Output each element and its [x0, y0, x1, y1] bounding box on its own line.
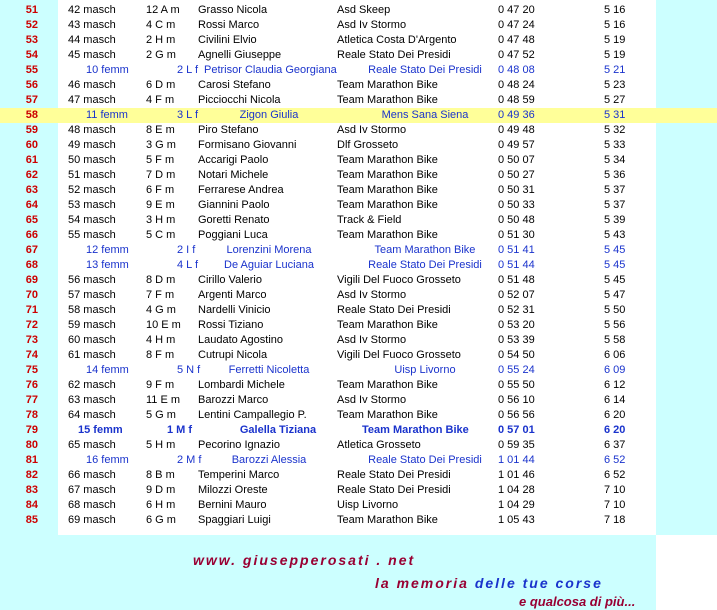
cell-time: 0 47 24 [498, 19, 535, 31]
table-row [0, 48, 717, 63]
tagline-part-a: la memoria [375, 575, 469, 591]
cell-pace: 7 18 [604, 514, 626, 526]
cell-cat: 4 L f [177, 259, 198, 271]
cell-team: Team Marathon Bike [337, 319, 438, 331]
cell-pos: 60 [25, 139, 38, 151]
cell-pace: 6 52 [604, 469, 626, 481]
cell-pos: 73 [25, 334, 38, 346]
cell-team: Team Marathon Bike [337, 379, 438, 391]
table-row [0, 93, 717, 108]
cell-time: 1 05 43 [498, 514, 535, 526]
cell-team: Team Marathon Bike [337, 409, 438, 421]
cell-pace: 6 37 [604, 439, 626, 451]
cell-team: Track & Field [337, 214, 402, 226]
cell-pos: 79 [25, 424, 38, 436]
cell-pace: 6 09 [604, 364, 626, 376]
cell-name: Civilini Elvio [198, 34, 257, 46]
cell-cat: 4 G m [146, 304, 176, 316]
cell-pace: 5 47 [604, 289, 626, 301]
cell-pos: 53 [25, 34, 38, 46]
cell-team: Uisp Livorno [394, 364, 456, 376]
table-row [0, 198, 717, 213]
cell-pos: 82 [25, 469, 38, 481]
cell-name: Picciocchi Nicola [198, 94, 281, 106]
cell-cat: 2 I f [177, 244, 196, 256]
table-row [0, 243, 717, 258]
cell-pace: 5 16 [604, 4, 626, 16]
cell-num: 12 femm [86, 244, 129, 256]
cell-num: 48 masch [68, 124, 116, 136]
cell-pos: 56 [25, 79, 38, 91]
cell-pace: 5 33 [604, 139, 626, 151]
cell-pos: 61 [25, 154, 38, 166]
cell-cat: 12 A m [146, 4, 180, 16]
cell-num: 65 masch [68, 439, 116, 451]
site-url[interactable]: www. giusepperosati . net [193, 552, 416, 568]
cell-pace: 5 32 [604, 124, 626, 136]
cell-name: Rossi Marco [198, 19, 260, 31]
table-row [0, 123, 717, 138]
cell-num: 66 masch [68, 469, 116, 481]
table-row [0, 153, 717, 168]
cell-time: 0 51 48 [498, 274, 535, 286]
tagline-sub: e qualcosa di più... [519, 594, 636, 609]
cell-pace: 6 14 [604, 394, 626, 406]
table-row [0, 513, 717, 528]
cell-name: Galella Tiziana [239, 424, 317, 436]
cell-cat: 6 G m [146, 514, 176, 526]
cell-time: 1 01 44 [498, 454, 535, 466]
cell-cat: 2 M f [177, 454, 202, 466]
cell-num: 55 masch [68, 229, 116, 241]
cell-pos: 59 [25, 124, 38, 136]
cell-cat: 5 F m [146, 154, 175, 166]
cell-num: 57 masch [68, 289, 116, 301]
cell-name: Pecorino Ignazio [198, 439, 280, 451]
table-row [0, 333, 717, 348]
cell-pos: 68 [25, 259, 38, 271]
table-row [0, 453, 717, 468]
table-row [0, 18, 717, 33]
cell-team: Team Marathon Bike [337, 514, 438, 526]
cell-pos: 55 [25, 64, 38, 76]
table-row [0, 228, 717, 243]
cell-time: 0 47 20 [498, 4, 535, 16]
cell-time: 1 04 29 [498, 499, 535, 511]
cell-num: 69 masch [68, 514, 116, 526]
cell-team: Reale Stato Dei Presidi [337, 469, 451, 481]
table-row [0, 288, 717, 303]
cell-cat: 5 G m [146, 409, 176, 421]
cell-num: 14 femm [86, 364, 129, 376]
cell-pos: 62 [25, 169, 38, 181]
cell-cat: 8 E m [146, 124, 175, 136]
tagline [375, 575, 603, 591]
cell-pos: 78 [25, 409, 38, 421]
cell-team: Team Marathon Bike [337, 229, 438, 241]
cell-cat: 9 D m [146, 484, 176, 496]
cell-team: Reale Stato Dei Presidi [337, 304, 451, 316]
cell-team: Team Marathon Bike [337, 169, 438, 181]
cell-cat: 10 E m [146, 319, 181, 331]
cell-time: 0 51 41 [498, 244, 535, 256]
cell-pos: 63 [25, 184, 38, 196]
cell-pace: 5 43 [604, 229, 626, 241]
table-row [0, 423, 717, 438]
cell-pos: 76 [25, 379, 38, 391]
cell-team: Reale Stato Dei Presidi [337, 49, 451, 61]
cell-cat: 7 F m [146, 289, 175, 301]
cell-name: Notari Michele [198, 169, 269, 181]
cell-pace: 5 45 [604, 259, 626, 271]
cell-cat: 2 H m [146, 34, 176, 46]
cell-cat: 2 G m [146, 49, 176, 61]
cell-pos: 51 [25, 4, 38, 16]
cell-cat: 4 F m [146, 94, 175, 106]
cell-team: Asd Iv Stormo [337, 394, 407, 406]
cell-name: Cutrupi Nicola [198, 349, 268, 361]
table-row [0, 213, 717, 228]
cell-cat: 4 H m [146, 334, 176, 346]
cell-pos: 58 [0, 108, 38, 123]
footer-corner [656, 535, 717, 610]
cell-num: 11 femm [86, 109, 128, 121]
cell-pace: 5 56 [604, 319, 626, 331]
cell-cat: 5 C m [146, 229, 176, 241]
cell-time: 0 48 24 [498, 79, 535, 91]
cell-pos: 84 [25, 499, 38, 511]
cell-num: 59 masch [68, 319, 116, 331]
cell-num: 54 masch [68, 214, 116, 226]
cell-num: 51 masch [68, 169, 116, 181]
cell-cat: 4 C m [146, 19, 176, 31]
cell-num: 62 masch [68, 379, 116, 391]
cell-team: Team Marathon Bike [337, 184, 438, 196]
cell-num: 49 masch [68, 139, 116, 151]
cell-pos: 74 [25, 349, 38, 361]
cell-team: Asd Iv Stormo [337, 19, 407, 31]
cell-time: 0 50 27 [498, 169, 535, 181]
cell-pos: 66 [25, 229, 38, 241]
cell-name: Cirillo Valerio [198, 274, 262, 286]
cell-team: Atletica Grosseto [337, 439, 421, 451]
cell-team: Dlf Grosseto [337, 139, 399, 151]
cell-pos: 72 [25, 319, 38, 331]
cell-cat: 5 N f [177, 364, 201, 376]
cell-pace: 5 45 [604, 244, 626, 256]
cell-name: Rossi Tiziano [198, 319, 264, 331]
cell-team: Team Marathon Bike [337, 199, 438, 211]
cell-time: 0 48 08 [498, 64, 535, 76]
cell-name: Lentini Campallegio P. [198, 409, 307, 421]
table-row [0, 183, 717, 198]
cell-time: 0 59 35 [498, 439, 535, 451]
cell-name: Temperini Marco [198, 469, 280, 481]
table-row [0, 258, 717, 273]
table-row [0, 78, 717, 93]
cell-time: 0 50 48 [498, 214, 535, 226]
cell-pace: 5 36 [604, 169, 626, 181]
cell-team: Reale Stato Dei Presidi [368, 454, 482, 466]
table-row [0, 378, 717, 393]
cell-pace: 6 52 [604, 454, 626, 466]
cell-time: 0 55 24 [498, 364, 535, 376]
cell-time: 0 57 01 [498, 424, 535, 436]
cell-cat: 3 G m [146, 139, 176, 151]
cell-num: 46 masch [68, 79, 116, 91]
cell-name: Poggiani Luca [198, 229, 268, 241]
cell-name: Lombardi Michele [198, 379, 285, 391]
cell-num: 53 masch [68, 199, 116, 211]
cell-team: Asd Iv Stormo [337, 334, 407, 346]
cell-name: Accarigi Paolo [198, 154, 269, 166]
cell-cat: 3 L f [177, 109, 198, 121]
cell-cat: 3 H m [146, 214, 176, 226]
cell-pos: 69 [25, 274, 38, 286]
table-row [0, 303, 717, 318]
cell-cat: 6 F m [146, 184, 175, 196]
cell-team: Asd Iv Stormo [337, 289, 407, 301]
cell-pos: 75 [25, 364, 38, 376]
cell-time: 0 52 31 [498, 304, 535, 316]
cell-team: Team Marathon Bike [374, 244, 476, 256]
cell-num: 61 masch [68, 349, 116, 361]
cell-time: 0 54 50 [498, 349, 535, 361]
table-row [0, 438, 717, 453]
cell-cat: 8 F m [146, 349, 175, 361]
cell-time: 0 53 39 [498, 334, 535, 346]
cell-time: 0 51 30 [498, 229, 535, 241]
cell-name: Formisano Giovanni [198, 139, 297, 151]
cell-cat: 8 D m [146, 274, 176, 286]
cell-num: 63 masch [68, 394, 116, 406]
cell-team: Team Marathon Bike [337, 94, 438, 106]
cell-pace: 5 37 [604, 184, 626, 196]
cell-pace: 5 45 [604, 274, 626, 286]
cell-num: 16 femm [86, 454, 129, 466]
cell-name: Grasso Nicola [198, 4, 268, 16]
cell-num: 10 femm [86, 64, 129, 76]
cell-cat: 1 M f [167, 424, 193, 436]
cell-team: Reale Stato Dei Presidi [368, 259, 482, 271]
cell-num: 68 masch [68, 499, 116, 511]
cell-num: 44 masch [68, 34, 116, 46]
table-row [0, 33, 717, 48]
cell-time: 0 52 07 [498, 289, 535, 301]
cell-pos: 54 [25, 49, 38, 61]
cell-time: 0 51 44 [498, 259, 535, 271]
tagline-part-b: delle tue corse [468, 575, 603, 591]
table-row [0, 63, 717, 78]
cell-pace: 5 19 [604, 49, 626, 61]
cell-team: Reale Stato Dei Presidi [368, 64, 482, 76]
cell-time: 0 55 50 [498, 379, 535, 391]
cell-pace: 6 20 [604, 424, 626, 436]
table-row [0, 318, 717, 333]
cell-pos: 70 [25, 289, 38, 301]
cell-cat: 6 D m [146, 79, 176, 91]
cell-pace: 5 16 [604, 19, 626, 31]
cell-pace: 7 10 [604, 484, 626, 496]
table-row [0, 138, 717, 153]
cell-name: Argenti Marco [198, 289, 267, 301]
cell-time: 0 49 36 [498, 109, 535, 121]
cell-cat: 11 E m [146, 394, 181, 406]
cell-team: Reale Stato Dei Presidi [337, 484, 451, 496]
table-row [0, 498, 717, 513]
cell-pace: 5 39 [604, 214, 626, 226]
cell-pos: 77 [25, 394, 38, 406]
cell-pace: 6 20 [604, 409, 626, 421]
table-row [0, 483, 717, 498]
cell-name: Nardelli Vinicio [198, 304, 271, 316]
cell-name: Laudato Agostino [198, 334, 284, 346]
cell-num: 64 masch [68, 409, 116, 421]
table-row [0, 393, 717, 408]
cell-num: 56 masch [68, 274, 116, 286]
cell-cat: 7 D m [146, 169, 176, 181]
cell-team: Mens Sana Siena [381, 109, 469, 121]
table-row [0, 408, 717, 423]
table-row [0, 363, 717, 378]
cell-pace: 7 10 [604, 499, 626, 511]
cell-num: 50 masch [68, 154, 116, 166]
cell-time: 0 53 20 [498, 319, 535, 331]
cell-pace: 5 50 [604, 304, 626, 316]
cell-pos: 52 [25, 19, 38, 31]
cell-time: 0 50 31 [498, 184, 535, 196]
cell-team: Team Marathon Bike [337, 79, 438, 91]
cell-cat: 9 F m [146, 379, 175, 391]
cell-name: Petrisor Claudia Georgiana [204, 64, 337, 76]
cell-name: Barozzi Marco [198, 394, 269, 406]
cell-name: Spaggiari Luigi [198, 514, 271, 526]
cell-time: 0 48 59 [498, 94, 535, 106]
cell-team: Asd Iv Stormo [337, 124, 407, 136]
cell-pace: 5 21 [604, 64, 626, 76]
cell-num: 58 masch [68, 304, 116, 316]
cell-pos: 64 [25, 199, 38, 211]
cell-cat: 5 H m [146, 439, 176, 451]
results-table [0, 3, 717, 528]
cell-num: 60 masch [68, 334, 116, 346]
cell-pace: 5 19 [604, 34, 626, 46]
cell-time: 0 50 07 [498, 154, 535, 166]
cell-name: Agnelli Giuseppe [198, 49, 282, 61]
table-row [0, 3, 717, 18]
cell-name: Ferretti Nicoletta [228, 364, 310, 376]
cell-pace: 6 12 [604, 379, 626, 391]
cell-name: Zigon Giulia [239, 109, 299, 121]
cell-time: 0 56 10 [498, 394, 535, 406]
cell-num: 13 femm [86, 259, 129, 271]
cell-name: De Aguiar Luciana [224, 259, 314, 271]
cell-pos: 71 [25, 304, 38, 316]
cell-name: Giannini Paolo [198, 199, 270, 211]
cell-team: Team Marathon Bike [337, 154, 438, 166]
cell-num: 52 masch [68, 184, 116, 196]
cell-name: Piro Stefano [198, 124, 259, 136]
cell-pos: 57 [25, 94, 38, 106]
cell-cat: 9 E m [146, 199, 175, 211]
cell-cat: 6 H m [146, 499, 176, 511]
cell-team: Asd Skeep [337, 4, 391, 16]
cell-time: 1 01 46 [498, 469, 535, 481]
cell-name: Ferrarese Andrea [198, 184, 284, 196]
table-row [0, 108, 717, 123]
cell-time: 0 47 48 [498, 34, 535, 46]
cell-team: Vigili Del Fuoco Grosseto [337, 349, 461, 361]
cell-pace: 5 23 [604, 79, 626, 91]
table-row [0, 273, 717, 288]
cell-pos: 83 [25, 484, 38, 496]
cell-time: 1 04 28 [498, 484, 535, 496]
cell-name: Lorenzini Morena [226, 244, 312, 256]
cell-team: Atletica Costa D'Argento [337, 34, 457, 46]
cell-time: 0 49 57 [498, 139, 535, 151]
cell-pos: 65 [25, 214, 38, 226]
cell-time: 0 49 48 [498, 124, 535, 136]
cell-name: Goretti Renato [198, 214, 270, 226]
cell-pos: 80 [25, 439, 38, 451]
cell-pace: 5 58 [604, 334, 626, 346]
cell-team: Team Marathon Bike [362, 424, 469, 436]
cell-name: Milozzi Oreste [198, 484, 268, 496]
cell-time: 0 50 33 [498, 199, 535, 211]
cell-name: Carosi Stefano [198, 79, 271, 91]
cell-num: 43 masch [68, 19, 116, 31]
cell-num: 45 masch [68, 49, 116, 61]
cell-pos: 85 [25, 514, 38, 526]
table-row [0, 468, 717, 483]
cell-time: 0 47 52 [498, 49, 535, 61]
cell-num: 47 masch [68, 94, 116, 106]
cell-num: 42 masch [68, 4, 116, 16]
cell-num: 67 masch [68, 484, 116, 496]
cell-pace: 5 31 [604, 109, 626, 121]
cell-name: Barozzi Alessia [231, 454, 307, 466]
cell-cat: 2 L f [177, 64, 198, 76]
cell-team: Vigili Del Fuoco Grosseto [337, 274, 461, 286]
cell-pos: 67 [25, 244, 38, 256]
cell-num: 15 femm [78, 424, 123, 436]
cell-pace: 5 34 [604, 154, 626, 166]
cell-pace: 6 06 [604, 349, 626, 361]
table-row [0, 348, 717, 363]
cell-name: Bernini Mauro [198, 499, 267, 511]
cell-pace: 5 27 [604, 94, 626, 106]
cell-pos: 81 [25, 454, 38, 466]
cell-time: 0 56 56 [498, 409, 535, 421]
cell-pace: 5 37 [604, 199, 626, 211]
cell-team: Uisp Livorno [337, 499, 399, 511]
table-row [0, 168, 717, 183]
cell-cat: 8 B m [146, 469, 175, 481]
